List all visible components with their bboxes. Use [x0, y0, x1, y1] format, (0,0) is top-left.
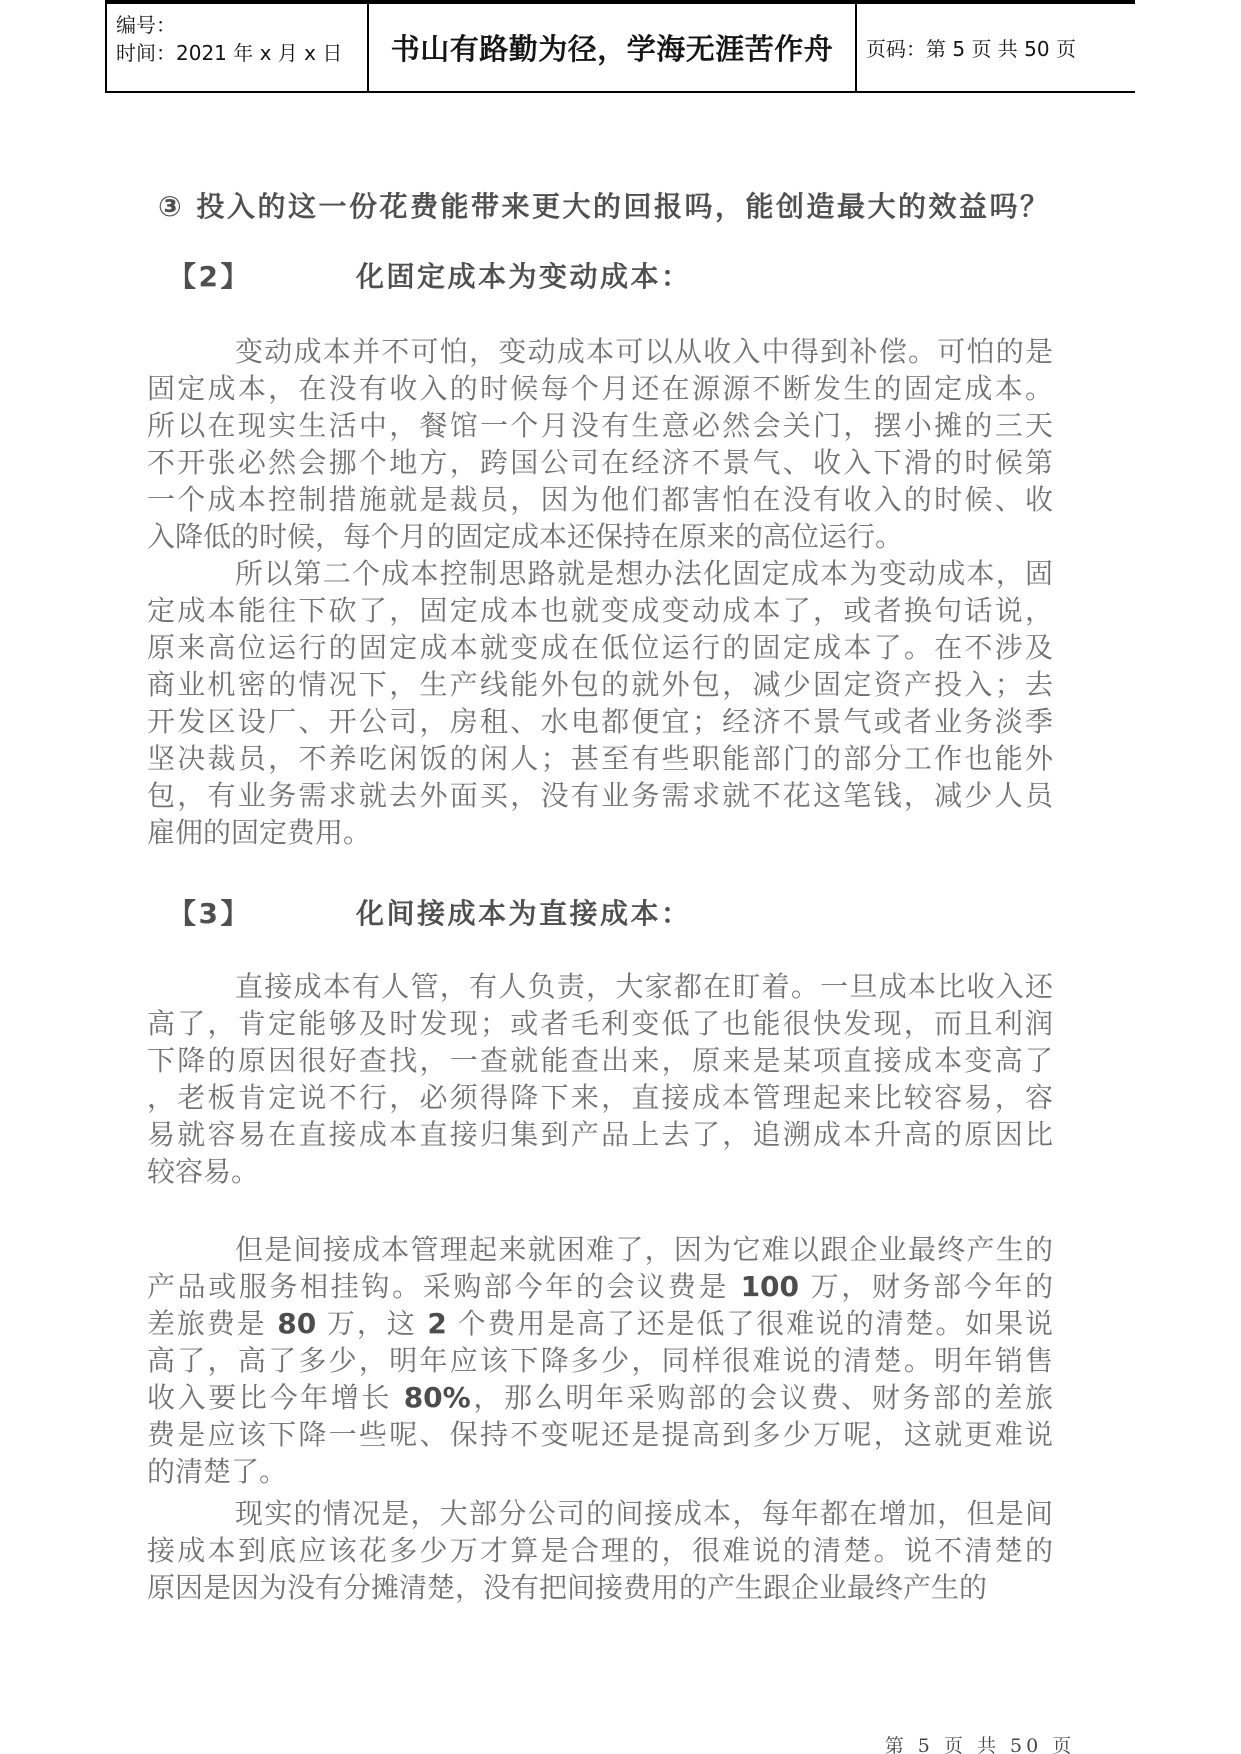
header-page-cell [855, 4, 1135, 91]
text-line: 入降低的时候，每个月的固定成本还保持在原来的高位运行。 [147, 520, 904, 553]
text-line: 产品或服务相挂钩。采购部今年的会议费是 100 万，财务部今年的 [147, 1270, 1053, 1303]
text-line: 费是应该下降一些呢、保持不变呢还是提高到多少万呢，这就更难说 [147, 1418, 1053, 1451]
text-line: 较容易。 [147, 1155, 260, 1188]
text-line: 固定成本，在没有收入的时候每个月还在源源不断发生的固定成本。 [147, 372, 1053, 405]
text-line: 变动成本并不可怕，变动成本可以从收入中得到补偿。可怕的是 [235, 335, 1053, 368]
text-line: 下降的原因很好查找，一查就能查出来，原来是某项直接成本变高了 [147, 1044, 1053, 1077]
text-line: 差旅费是 80 万，这 2 个费用是高了还是低了很难说的清楚。如果说 [147, 1307, 1053, 1340]
document-body [147, 93, 1053, 1606]
text-line: 但是间接成本管理起来就困难了，因为它难以跟企业最终产生的 [235, 1233, 1053, 1266]
page-number-label: 页码：第 5 页 共 50 页 [866, 37, 1076, 61]
doc-date-label: 时间：2021 年 x 月 x 日 [116, 41, 343, 65]
header-info-cell [105, 4, 367, 91]
text-line: 坚决裁员，不养吃闲饭的闲人；甚至有些职能部门的部分工作也能外 [147, 742, 1053, 775]
page-header-table [105, 0, 1135, 93]
text-line: 商业机密的情况下，生产线能外包的就外包，减少固定资产投入；去 [147, 668, 1053, 701]
section-3-heading [147, 895, 1053, 932]
numeric-text: 100 [740, 1270, 800, 1303]
section-3-label: 【3】 [168, 897, 251, 930]
text-line: 雇佣的固定费用。 [147, 816, 372, 849]
text-line: 不开张必然会挪个地方，跨国公司在经济不景气、收入下滑的时候第 [147, 446, 1053, 479]
section-3-title: 化间接成本为直接成本： [355, 897, 692, 930]
paragraph-direct-cost [147, 968, 1053, 1190]
text-line: 一个成本控制措施就是裁员，因为他们都害怕在没有收入的时候、收 [147, 483, 1053, 516]
text-line: 现实的情况是，大部分公司的间接成本，每年都在增加，但是间 [235, 1497, 1053, 1530]
doc-number-label: 编号： [116, 13, 176, 37]
numeric-text: 2 [427, 1307, 447, 1340]
text-line: ，老板肯定说不行，必须得降下来，直接成本管理起来比较容易，容 [147, 1081, 1053, 1114]
section-2-heading [147, 258, 1053, 295]
motto-text: 书山有路勤为径，学海无涯苦作舟 [390, 32, 834, 66]
text-line: 原因是因为没有分摊清楚，没有把间接费用的产生跟企业最终产生的 [147, 1571, 988, 1604]
header-motto-cell [367, 4, 855, 91]
text-line: 接成本到底应该花多少万才算是合理的，很难说的清楚。说不清楚的 [147, 1534, 1053, 1567]
paragraph-fixed-to-variable [147, 555, 1053, 851]
question-item-circled-3: ③ 投入的这一份花费能带来更大的回报吗，能创造最大的效益吗？ [158, 190, 1051, 223]
text-line: 的清楚了。 [147, 1455, 288, 1488]
text-line: 直接成本有人管，有人负责，大家都在盯着。一旦成本比收入还 [235, 970, 1053, 1003]
text-line: 高了，肯定能够及时发现；或者毛利变低了也能很快发现，而且利润 [147, 1007, 1053, 1040]
paragraph-reality [147, 1495, 1053, 1606]
page-footer-page-number: 第 5 页 共 50 页 [884, 1735, 1076, 1754]
text-line: 包，有业务需求就去外面买，没有业务需求就不花这笔钱，减少人员 [147, 779, 1053, 812]
text-line: 定成本能往下砍了，固定成本也就变成变动成本了，或者换句话说， [147, 594, 1053, 627]
text-line: 开发区设厂、开公司，房租、水电都便宜；经济不景气或者业务淡季 [147, 705, 1053, 738]
text-line: 所以第二个成本控制思路就是想办法化固定成本为变动成本，固 [235, 557, 1053, 590]
text-line: 收入要比今年增长 80%，那么明年采购部的会议费、财务部的差旅 [147, 1381, 1053, 1414]
text-line: 易就容易在直接成本直接归集到产品上去了，追溯成本升高的原因比 [147, 1118, 1053, 1151]
section-2-label: 【2】 [168, 260, 251, 293]
text-line: 所以在现实生活中，餐馆一个月没有生意必然会关门，摆小摊的三天 [147, 409, 1053, 442]
numeric-text: 80% [403, 1381, 471, 1414]
paragraph-variable-cost [147, 333, 1053, 555]
numeric-text: 80 [277, 1307, 317, 1340]
paragraph-indirect-cost [147, 1231, 1053, 1490]
text-line: 原来高位运行的固定成本就变成在低位运行的固定成本了。在不涉及 [147, 631, 1053, 664]
section-2-title: 化固定成本为变动成本： [355, 260, 692, 293]
text-line: 高了，高了多少，明年应该下降多少，同样很难说的清楚。明年销售 [147, 1344, 1053, 1377]
